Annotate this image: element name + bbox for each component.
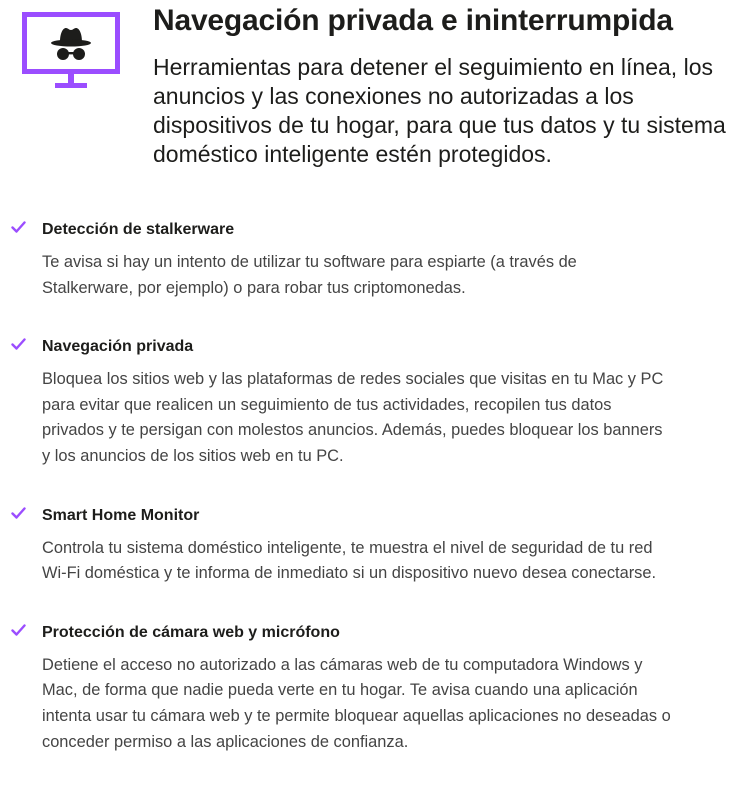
check-icon	[11, 221, 26, 234]
feature-item-private-browsing	[0, 335, 747, 469]
header-section	[0, 0, 747, 190]
check-icon	[11, 338, 26, 351]
feature-list	[0, 218, 747, 789]
feature-item-webcam-protection	[0, 621, 747, 755]
feature-title: Smart Home Monitor	[42, 506, 200, 524]
feature-title: Protección de cámara web y micrófono	[42, 623, 340, 641]
page-title: Navegación privada e ininterrumpida	[153, 4, 673, 37]
feature-item-stalkerware	[0, 218, 747, 301]
incognito-monitor-icon	[22, 12, 122, 90]
page-subtitle: Herramientas para detener el seguimiento en línea, los anuncios y las conexiones no autorizadas a los dispositivos de tu hogar, para que tus datos y tu sistema doméstico inteligente estén protegidos.	[153, 54, 726, 167]
feature-description: Detiene el acceso no autorizado a las cámaras web de tu computadora Windows y Mac, de forma que nadie pueda verte en tu hogar. Te avisa cuando una aplicación intenta usar tu cámara web y te permite bloquear aquellas aplicaciones no deseadas o conceder permiso a las aplicaciones de confianza.	[42, 655, 671, 751]
feature-item-smart-home-monitor	[0, 504, 747, 587]
feature-title: Navegación privada	[42, 338, 194, 356]
feature-title: Detección de stalkerware	[42, 221, 235, 238]
check-icon	[11, 507, 26, 520]
feature-description: Controla tu sistema doméstico inteligente, te muestra el nivel de seguridad de tu red Wi-Fi doméstica y te informa de inmediato si un dispositivo nuevo desea conectarse.	[42, 538, 657, 583]
check-icon	[11, 624, 26, 637]
feature-description: Bloquea los sitios web y las plataformas de redes sociales que visitas en tu Mac y PC para evitar que realicen un seguimiento de tus actividades, recopilen tus datos privados y te persigan con molestos anuncios. Además, puedes bloquear los banners y los anuncios de los sitios web en tu PC.	[42, 370, 664, 465]
feature-description: Te avisa si hay un intento de utilizar tu software para espiarte (a través de Stalkerware, por ejemplo) o para robar tus criptomonedas.	[42, 253, 577, 297]
